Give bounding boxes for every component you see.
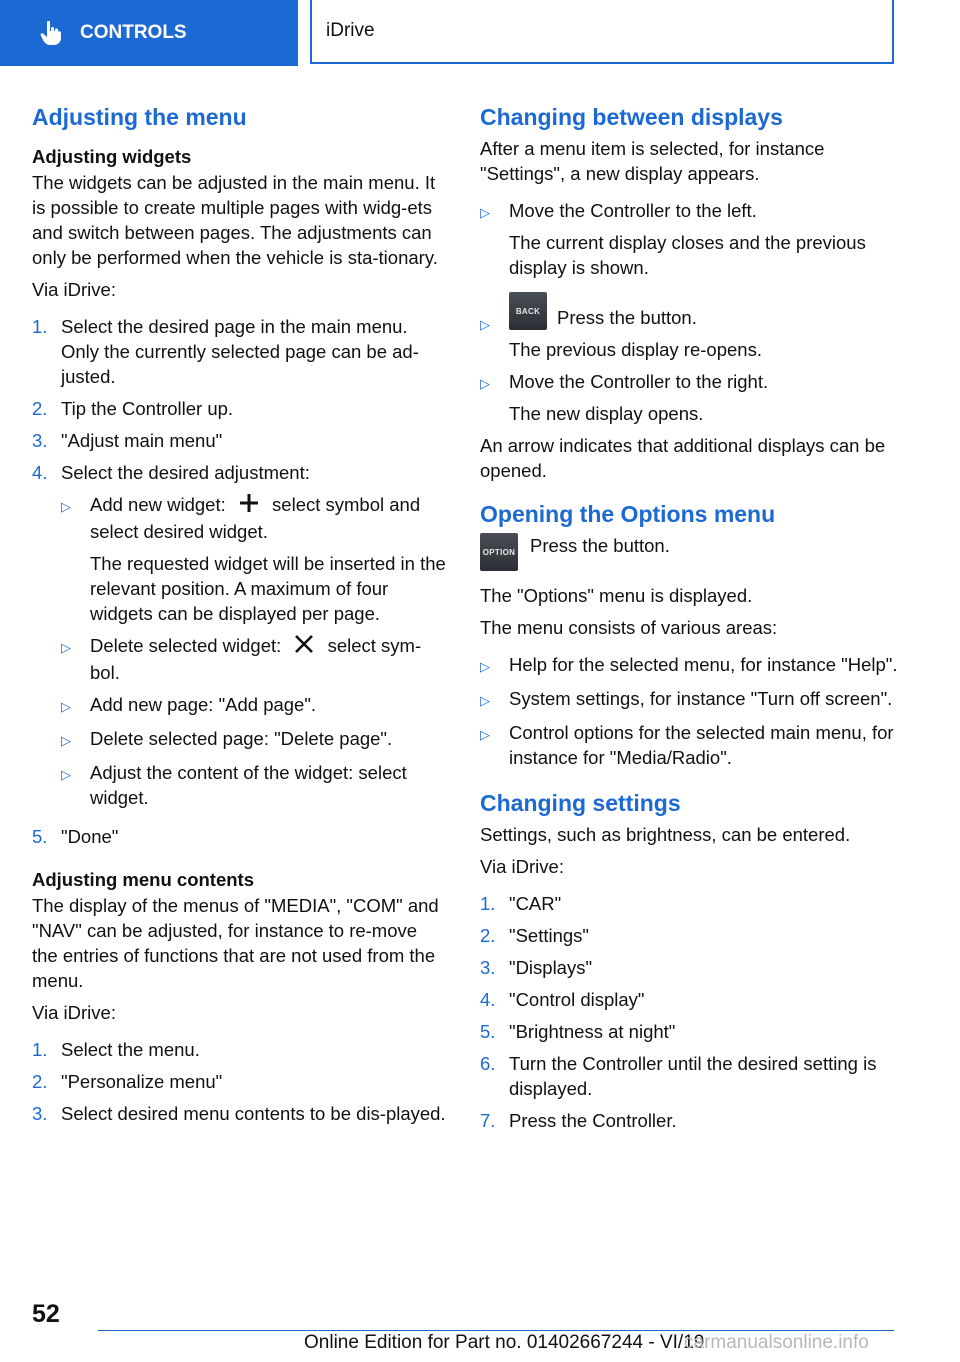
step-number: 5. (32, 826, 48, 848)
step-text: Tip the Controller up. (61, 398, 234, 419)
list-item (32, 824, 446, 849)
step-number: 4. (480, 989, 496, 1010)
option-button-row (480, 533, 898, 571)
bullet-text: Press the button. (557, 307, 697, 328)
bullet-arrow-icon: ▷ (480, 693, 490, 708)
bullet-text: Help for the selected menu, for instance "Help". (509, 654, 898, 675)
step-text: Select desired menu contents to be dis‐played. (61, 1103, 446, 1125)
step-number: 5. (480, 1021, 496, 1042)
paragraph-settings: Settings, such as brightness, can be entered. (480, 824, 851, 845)
left-column (32, 100, 446, 1133)
list-item (480, 686, 898, 713)
via-idrive-label: Via iDrive: (32, 279, 116, 300)
step-number: 1. (480, 893, 496, 914)
list-item (480, 955, 898, 980)
header-tabbar (0, 0, 960, 66)
paragraph-options-displayed: The "Options" menu is displayed. (480, 585, 753, 606)
back-button-row (509, 292, 898, 330)
bullet-text: Add new widget: (90, 494, 226, 515)
bullet-text: Adjust the content of the widget: select widget. (90, 762, 407, 809)
step-text: "Done" (61, 826, 119, 848)
step-text: "Displays" (509, 957, 593, 978)
bullet-text: System settings, for instance "Turn off screen". (509, 688, 893, 709)
bullet-text: Move the Controller to the right. (509, 371, 769, 392)
bullet-note: The previous display re-opens. (509, 339, 762, 360)
watermark: carmanualsonline.info (684, 1332, 869, 1353)
list-item (32, 1101, 446, 1126)
step-number: 2. (480, 925, 496, 946)
bullet-text: Delete selected widget: (90, 635, 282, 657)
bullet-content (509, 198, 898, 280)
bullet-arrow-icon: ▷ (61, 499, 71, 514)
via-idrive-label: Via iDrive: (480, 856, 564, 877)
bullet-arrow-icon: ▷ (61, 733, 71, 749)
list-item (480, 1051, 898, 1101)
bullet-arrow-icon: ▷ (61, 640, 71, 656)
list-item (480, 292, 898, 362)
page-number: 52 (32, 1300, 60, 1328)
bullet-content (90, 633, 446, 685)
list-item (480, 923, 898, 948)
list-item (32, 1069, 446, 1094)
heading-adjusting-menu: Adjusting the menu (32, 104, 247, 130)
paragraph-menu-contents: The display of the menus of "MEDIA", "COM" and "NAV" can be adjusted, for instance to re‐move the entries of functions that are not used from the menu. (32, 895, 439, 992)
paragraph-options-areas: The menu consists of various areas: (480, 617, 778, 638)
bullet-content (509, 292, 898, 362)
step-content (61, 460, 446, 817)
bullet-text: Add new page: "Add page". (90, 694, 317, 716)
plus-icon (239, 493, 259, 519)
step-text: "Control display" (509, 989, 645, 1010)
bullet-arrow-icon: ▷ (61, 767, 71, 783)
bullet-arrow-icon: ▷ (480, 376, 490, 391)
step-text: Turn the Controller until the desired setting is displayed. (509, 1053, 877, 1099)
list-item (480, 720, 898, 770)
list-item (480, 198, 898, 280)
step-number: 3. (32, 1103, 48, 1125)
list-item (61, 692, 446, 719)
list-item (32, 460, 446, 817)
bullet-text: Delete selected page: "Delete page". (90, 728, 393, 750)
step-number: 3. (32, 430, 48, 451)
step-text: "Settings" (509, 925, 589, 946)
bullet-arrow-icon: ▷ (480, 727, 490, 742)
bullet-arrow-icon: ▷ (480, 659, 490, 674)
list-item (480, 1019, 898, 1044)
bullet-arrow-icon: ▷ (61, 699, 71, 715)
list-item (61, 633, 446, 685)
edition-text: Online Edition for Part no. 01402667244 - VI/19 (304, 1332, 705, 1353)
list-item (61, 760, 446, 810)
step-number: 1. (32, 316, 48, 337)
list-item (32, 428, 446, 453)
x-icon (294, 634, 314, 660)
bullet-text: Move the Controller to the left. (509, 200, 757, 221)
footer-divider (98, 1330, 894, 1331)
paragraph-changing: After a menu item is selected, for instance "Settings", a new display appears. (480, 138, 825, 184)
tab-controls-label: CONTROLS (80, 22, 187, 43)
step-number: 6. (480, 1053, 496, 1074)
tab-idrive[interactable] (310, 0, 894, 64)
paragraph-widgets: The widgets can be adjusted in the main menu. It is possible to create multiple pages with widg‐ets and switch between pages. The adjustments can only be performed when the vehicle is sta‐tionary. (32, 172, 438, 268)
step-number: 2. (32, 398, 48, 419)
step-text: Press the Controller. (509, 1110, 677, 1131)
bullet-note: The requested widget will be inserted in the relevant position. A maximum of four widgets can be displayed per page. (90, 553, 446, 625)
heading-adjusting-widgets: Adjusting widgets (32, 146, 192, 167)
list-item (61, 726, 446, 753)
step-text: Select the desired page in the main menu. Only the currently selected page can be ad‐justed. (61, 316, 419, 387)
step-number: 7. (480, 1110, 496, 1131)
bullet-content (90, 492, 446, 626)
bullet-text: select sym‐bol. (90, 635, 422, 684)
bullet-arrow-icon: ▷ (480, 317, 490, 332)
adjustment-options (61, 492, 446, 810)
bullet-note: The new display opens. (509, 403, 704, 424)
list-item (480, 652, 898, 679)
list-item (61, 492, 446, 626)
heading-changing-settings: Changing settings (480, 790, 681, 816)
step-number: 2. (32, 1071, 48, 1093)
step-number: 3. (480, 957, 496, 978)
step-text: "Brightness at night" (509, 1021, 676, 1042)
step-text: "Personalize menu" (61, 1071, 223, 1093)
list-item (32, 314, 446, 389)
heading-options: Opening the Options menu (480, 501, 776, 527)
list-item (480, 891, 898, 916)
back-button-icon: BACK (509, 292, 547, 330)
list-item (32, 1037, 446, 1062)
paragraph-arrow: An arrow indicates that additional displays can be opened. (480, 435, 886, 481)
bullet-text: Control options for the selected main menu, for instance for "Media/Radio". (509, 722, 894, 768)
tab-controls[interactable] (0, 0, 298, 66)
option-press-text: Press the button. (530, 535, 670, 556)
heading-menu-contents: Adjusting menu contents (32, 869, 254, 891)
list-item (32, 396, 446, 421)
list-item (480, 987, 898, 1012)
heading-changing-displays: Changing between displays (480, 104, 783, 130)
tab-idrive-label: iDrive (326, 20, 375, 41)
via-idrive-label: Via iDrive: (32, 1002, 116, 1024)
step-text: "Adjust main menu" (61, 430, 223, 451)
step-text: Select the desired adjustment: (61, 462, 310, 483)
step-number: 4. (32, 462, 48, 483)
bullet-arrow-icon: ▷ (480, 205, 490, 220)
step-number: 1. (32, 1039, 48, 1061)
step-text: Select the menu. (61, 1039, 200, 1061)
bullet-text: select symbol and select desired widget. (90, 494, 421, 543)
bullet-note: The current display closes and the previous display is shown. (509, 232, 866, 278)
list-item (480, 1108, 898, 1133)
right-column (480, 100, 898, 1140)
hand-pointer-icon (40, 20, 62, 46)
list-item (480, 369, 898, 426)
step-text: "CAR" (509, 893, 562, 914)
bullet-content (509, 369, 898, 426)
option-button-icon: OPTION (480, 533, 518, 571)
